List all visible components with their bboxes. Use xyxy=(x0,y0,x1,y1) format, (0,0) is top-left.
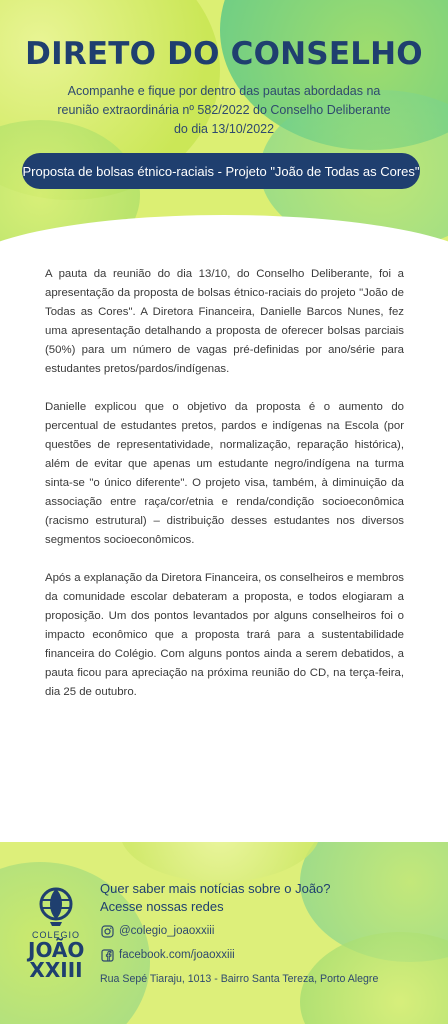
article-paragraph: Após a explanação da Diretora Financeira, os conselheiros e membros da comunidade escolar debateram a proposta, e todos elogiaram a proposição. Um dos pontos levantados por alguns conselheiros foi o impacto econômico que a proposta trará para a sustentabilidade financeira do Colégio. Com alguns pontos ainda a serem debatidos, a pauta ficou para apreciação na próxima reunião do CD, na terça-feira, dia 25 de outubro. xyxy=(45,572,404,698)
school-address: Rua Sepé Tiaraju, 1013 - Bairro Santa Tereza, Porto Alegre xyxy=(100,973,379,985)
logo-text-joao: JOÃO xyxy=(28,938,85,962)
article-paragraph: A pauta da reunião do dia 13/10, do Conselho Deliberante, foi a apresentação da proposta de bolsas étnico-raciais do projeto "João de Todas as Cores". A Diretora Financeira, Danielle Barcos Nunes, fez uma apresentação detalhando a proposta de oferecer bolsas parciais (50%) para um número de vagas pré-definidas por ano/série para estudantes pretos/pardos/indígenas. xyxy=(45,268,404,375)
cta-question: Quer saber mais notícias sobre o João? xyxy=(100,881,331,896)
cta-action: Acesse nossas redes xyxy=(100,899,224,914)
decorative-blob xyxy=(120,842,320,882)
logo-text-colegio: COLEGIO xyxy=(31,930,80,940)
page-subtitle: Acompanhe e fique por dentro das pautas abordadas na reunião extraordinária nº 582/2022 do Conselho Deliberante do dia 13/10/2022 xyxy=(57,84,391,136)
facebook-link[interactable] xyxy=(100,948,430,962)
instagram-icon xyxy=(100,924,114,938)
instagram-handle[interactable]: @colegio_joaoxxiii xyxy=(119,925,215,937)
facebook-icon xyxy=(100,948,114,962)
logo-text-xxiii: XXIII xyxy=(29,958,83,982)
topic-pill: Proposta de bolsas étnico-raciais - Projeto "João de Todas as Cores" xyxy=(22,153,420,189)
globe-logo-icon xyxy=(36,884,76,928)
instagram-link[interactable] xyxy=(100,924,430,938)
school-logo[interactable] xyxy=(28,884,84,980)
facebook-url[interactable]: facebook.com/joaoxxiii xyxy=(119,949,235,961)
page-title: DIRETO DO CONSELHO xyxy=(25,36,423,72)
article-body xyxy=(45,265,404,721)
footer-cta xyxy=(100,880,430,916)
article-paragraph: Danielle explicou que o objetivo da proposta é o aumento do percentual de estudantes pretos, pardos e indígenas na Escola (por questões de representatividade, normalização, reparação histórica), além de evitar que apenas um estudante negro/indígena na turma sinta-se "o único diferente". O projeto visa, também, à diminuição da associação entre raça/cor/etnia e renda/condição socioeconômica (racismo estrutural) – distribuição desses estudantes nos diversos segmentos socioeconômicos. xyxy=(45,401,404,546)
